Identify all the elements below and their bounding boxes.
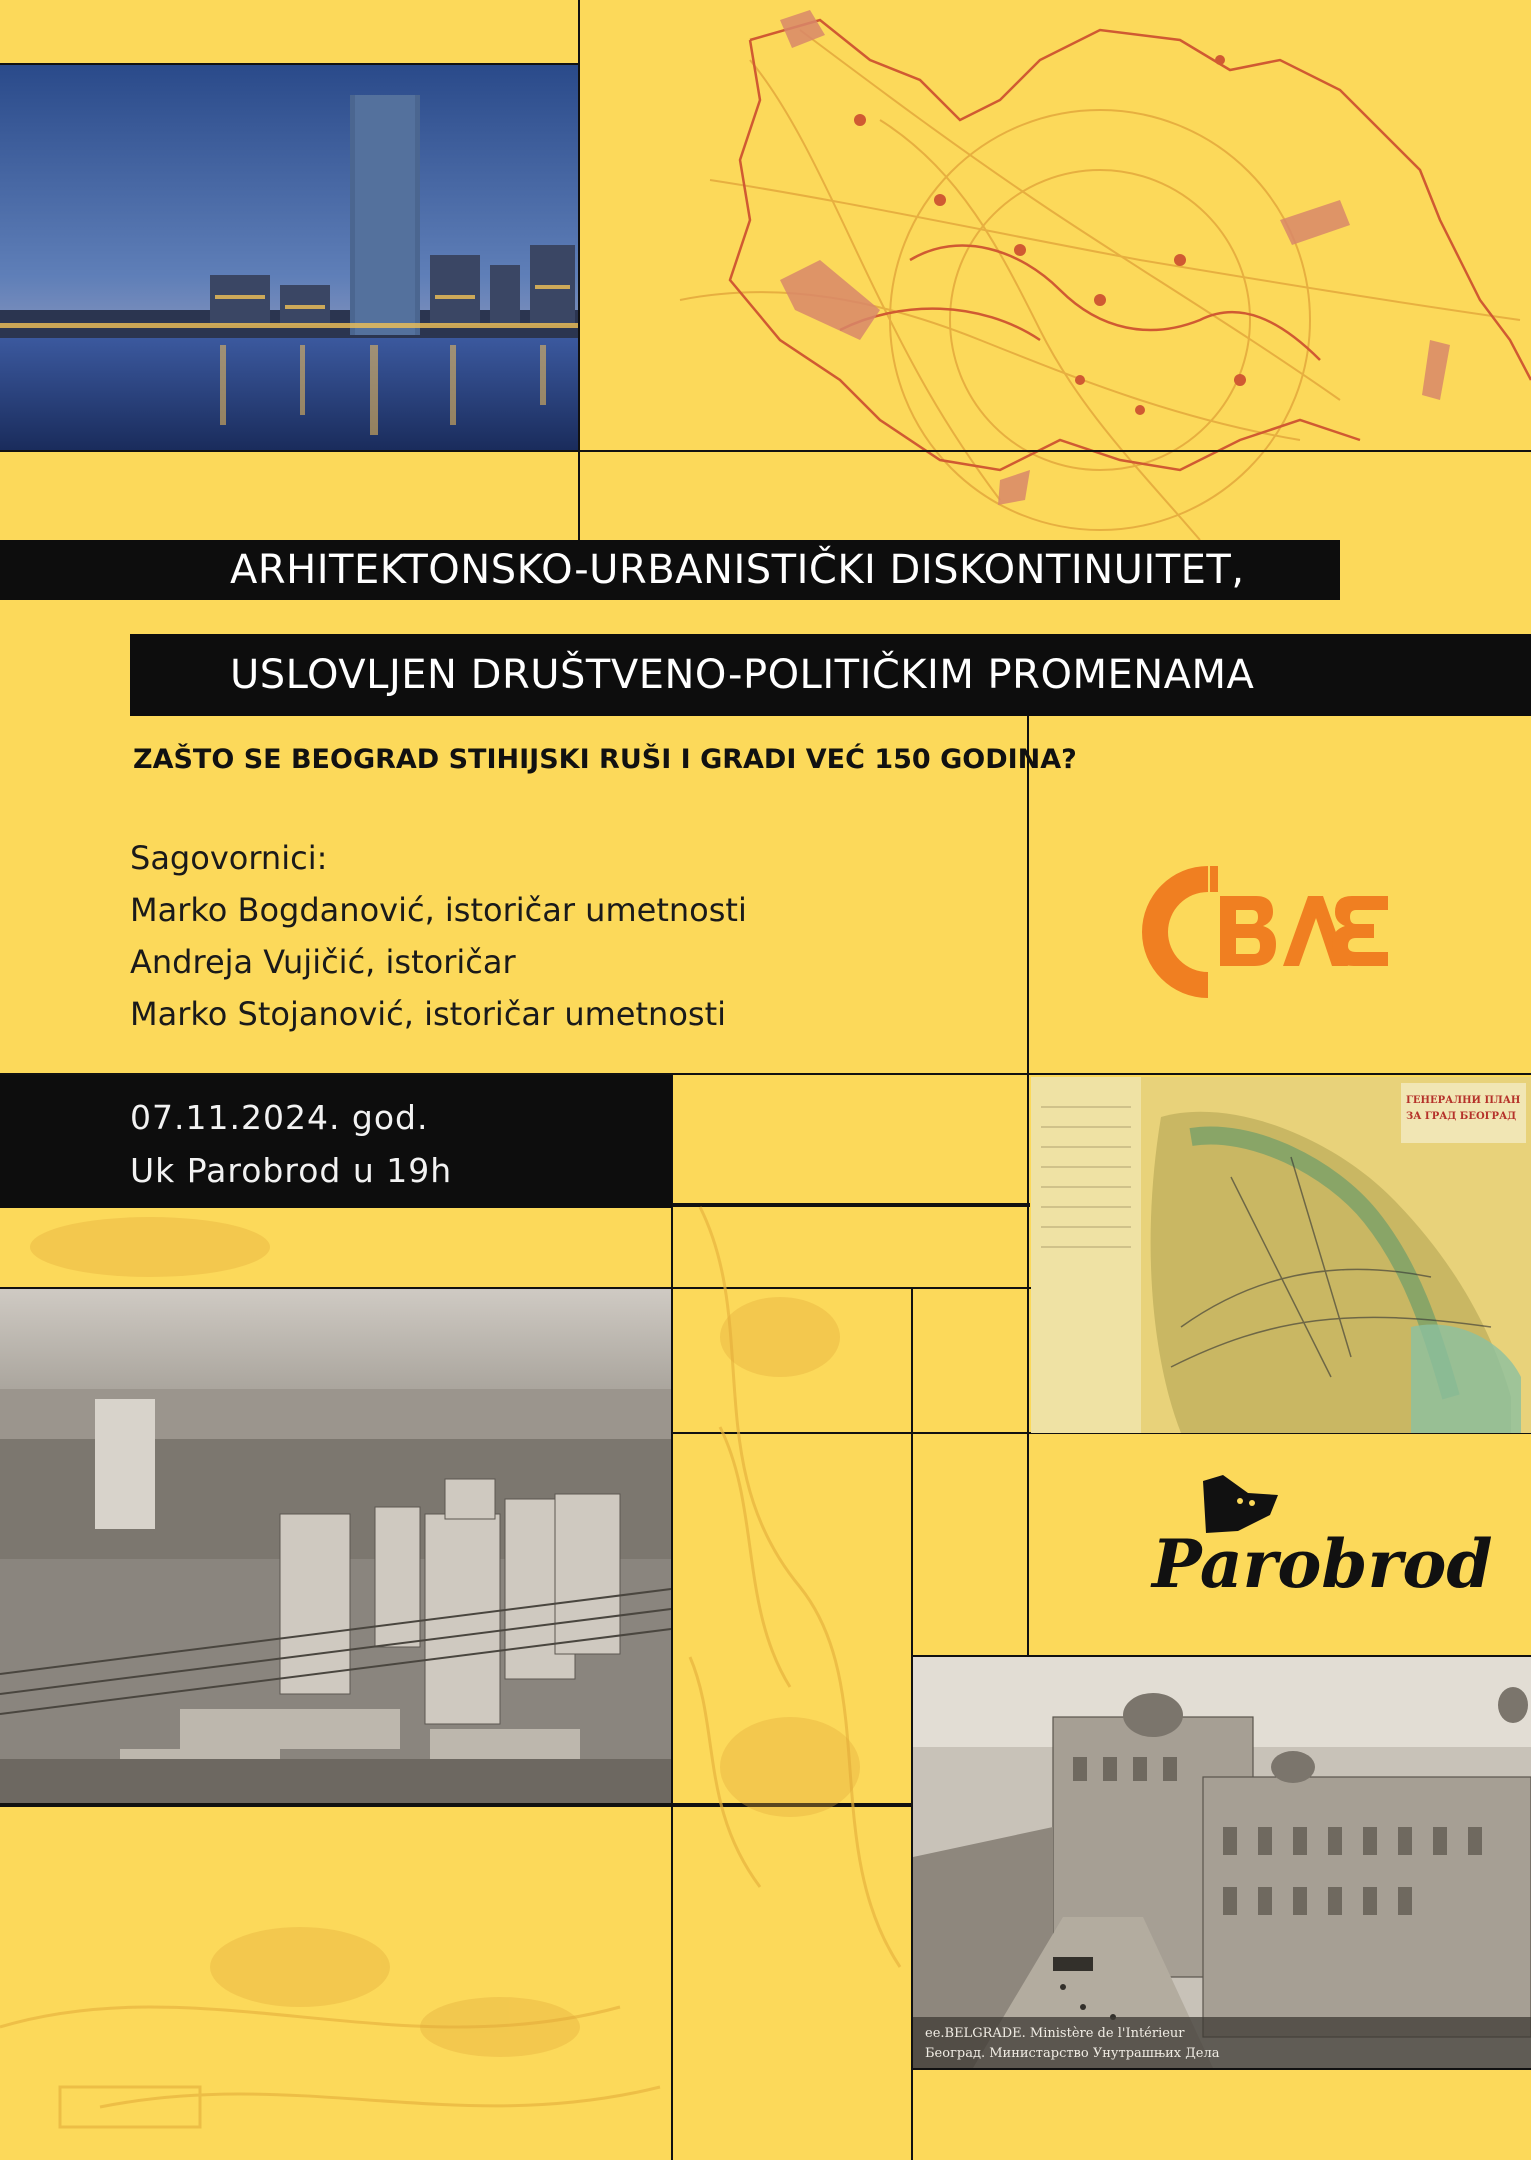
grid-line — [911, 2068, 1531, 2070]
event-details — [0, 1075, 672, 1208]
ministry-postcard-photo — [913, 1657, 1531, 2068]
belgrade-waterfront-photo — [0, 65, 578, 450]
speakers-list — [130, 832, 747, 1040]
speaker-item: Marko Bogdanović, istoričar umetnosti — [130, 891, 747, 929]
new-belgrade-archive-photo — [0, 1289, 671, 1803]
postcard-caption-line-2: Београд. Министарство Унутрашњих Дела — [925, 2046, 1220, 2061]
bab-logo — [1138, 862, 1388, 1002]
grid-line — [0, 450, 1531, 452]
title-line-2 — [130, 634, 1531, 716]
grid-line — [1027, 716, 1029, 1656]
speaker-item: Marko Stojanović, istoričar umetnosti — [130, 995, 726, 1033]
title-line-2-text: USLOVLJEN DRUŠTVENO-POLITIČKIM PROMENAMA — [230, 652, 1255, 698]
event-question: ZAŠTO SE BEOGRAD STIHIJSKI RUŠI I GRADI VEĆ 150 GODINA? — [133, 744, 1077, 775]
parobrod-logo — [1148, 1475, 1493, 1605]
event-date: 07.11.2024. god. — [130, 1098, 429, 1137]
historic-city-map — [1031, 1077, 1531, 1433]
grid-line — [578, 0, 580, 545]
title-line-1 — [0, 540, 1340, 600]
parobrod-wordmark: Parobrod — [1152, 1525, 1493, 1603]
historic-map-title: ЗА ГРАД БЕОГРАД — [1406, 1111, 1517, 1122]
speakers-heading: Sagovornici: — [130, 839, 328, 877]
event-venue: Uk Parobrod u 19h — [130, 1151, 453, 1190]
speaker-item: Andreja Vujičić, istoričar — [130, 943, 516, 981]
title-line-1-text: ARHITEKTONSKO-URBANISTIČKI DISKONTINUITET, — [230, 547, 1245, 593]
city-map-illustration — [580, 0, 1531, 560]
historic-map-title: ГЕНЕРАЛНИ ПЛАН — [1406, 1095, 1521, 1106]
postcard-caption-line-1: ee.BELGRADE. Ministère de l'Intérieur — [925, 2026, 1185, 2041]
